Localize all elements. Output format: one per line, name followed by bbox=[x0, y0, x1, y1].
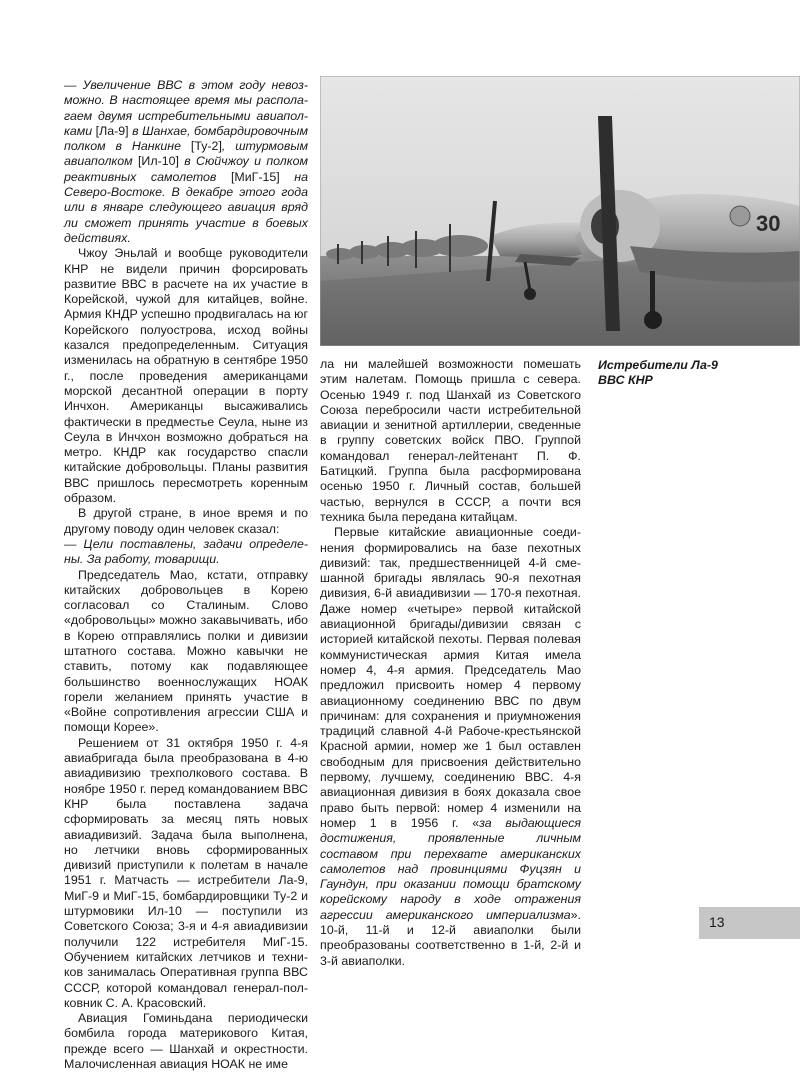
body-paragraph: В другой стране, в иное время и по другому поводу один человек сказал: bbox=[64, 506, 308, 536]
body-paragraph: ла ни малейшей возможности помешать этим налетам. Помощь пришла с севера. Осенью 1949 г. под Шанхай из Советского Союза перебросили части истребительной авиации и зенитной артиллерии, сведенные в группу советских войск ПВО. Группой командовал генерал-лейтенант П. Ф. Батицкий. Группа была расформирована осенью 1950 г. Личный состав, большей частью, вернулся в СССР, а почти вся техника была передана китайцам. bbox=[320, 357, 581, 524]
la9-fighters-lineup-image bbox=[320, 76, 800, 346]
page-number: 13 bbox=[709, 914, 725, 930]
aircraft-tail-number: 30 bbox=[756, 211, 781, 236]
left-text-column bbox=[64, 78, 308, 1072]
quote-paragraph: — Увеличение ВВС в этом году невозможно. В настоящее время мы располагаем двумя истребительными авиаполками [Ла-9] в Шанхае, бомбардировочным полком в Нанкине [Ту-2], штурмовым авиаполком [Ил-10] в Сюйчжоу и полком реактивных самолетов [МиГ-15] на Северо-Востоке. В декабре этого года или в январе следующего авиация вряд ли сможет принять участие в боевых действиях. bbox=[64, 78, 309, 245]
body-paragraph: Решением от 31 октября 1950 г. 4-я авиабригада была преобразована в 4-ю авиадивизию трехполкового состава. В ноябре 1950 г. перед командованием ВВС КНР была поставлена задача сформировать за месяц пять новых авиадивизий. Задача была выполнена, но летчики вновь сформированных дивизий приступили к полетам в начале 1951 г. Матчасть — истребители Ла-9, МиГ-9 и МиГ-15, бомбардировщики Ту-2 и штурмовики Ил-10 — поступили из Советского Союза; 3-я и 4-я авиадивизии получили 122 истребителя МиГ-15. Обучением китайских летчиков и техников занималась Оперативная группа ВВС СССР, которой командовал генерал-полковник С. А. Красовский. bbox=[64, 735, 308, 1010]
page-number-tab bbox=[699, 907, 800, 939]
body-paragraph: Первые китайские авиационные соединения формировались на базе пехотных дивизий: так, предшественницей 4-й смешанной бригады являлась 90-я пехотная дивизия, 6-й авиадивизии — 170-я пехотная. Даже номер «четыре» первой китайской авиационной бригады/дивизии связан с историей китайской пехоты. Первая полевая коммунистическая армия Китая имела номер 4, 4-я армия. Председатель Мао предложил присвоить номер 4 первому авиационному соединению ВВС по двум причинам: для сохранения и приумножения традиций славной 4-й Рабоче-крестьянской Красной армии, номер же 1 был оставлен свободным для присвоения действительно первому, лучшему, соединению ВВС. 4-я авиационная дивизия в боях доказала свое право быть первой: номер 4 изменили на номер 1 в 1956 г. «за выдающиеся достижения, проявленные личным составом при перехвате американских самолетов над провинциями Фуцзян и Гаундун, при оказании помощи братскому корейскому народу в ходе отражения агрессии американского империализма». 10-й, 11-й и 12-й авиаполки были преобразованы соответственно в 1-й, 2-й и 3-й авиаполки. bbox=[320, 525, 582, 968]
aircraft-photo bbox=[320, 76, 800, 346]
body-paragraph: Председатель Мао, кстати, отправку китайских добровольцев в Корею согласовал со Сталиным. Слово «добровольцы» можно закавычивать, ибо в Корею отправлялись полки и дивизии штатного состава. Можно кавычки не ставить, потому как подавляющее большинство военнослужащих НОАК горели желанием принять участие в «Войне сопротивления агрессии США и помощи Корее». bbox=[64, 567, 308, 735]
caption-line-2: ВВС КНР bbox=[598, 373, 653, 387]
photo-caption bbox=[598, 358, 788, 388]
caption-line-1: Истребители Ла-9 bbox=[598, 358, 718, 372]
quote-paragraph: — Цели поставлены, задачи определены. За работу, товарищи. bbox=[64, 536, 308, 567]
right-text-column bbox=[320, 357, 581, 969]
body-paragraph: Авиация Гоминьдана периодически бомбила города материкового Китая, прежде всего — Шанхай и окрестности. Малочисленная авиация НОАК не име bbox=[64, 1011, 308, 1071]
body-paragraph: Чжоу Эньлай и вообще руководители КНР не видели причин форсировать развитие ВВС в расчете на их участие в Корейской, чужой для китайцев, войне. Армия КНДР успешно продвигалась на юг Корейского полуострова, исход войны казался предопределенным. Ситуация изменилась на обратную в сентябре 1950 г., после проведения американцами морской десантной операции в порту Инчхон. Американцы высаживались фактически в предместье Сеула, ныне из Сеула в Инчхон возможно добраться на метро. КНДР как государство спасли китайские добровольцы. Планы развития ВВС пришлось пересмотреть коренным образом. bbox=[64, 246, 308, 506]
